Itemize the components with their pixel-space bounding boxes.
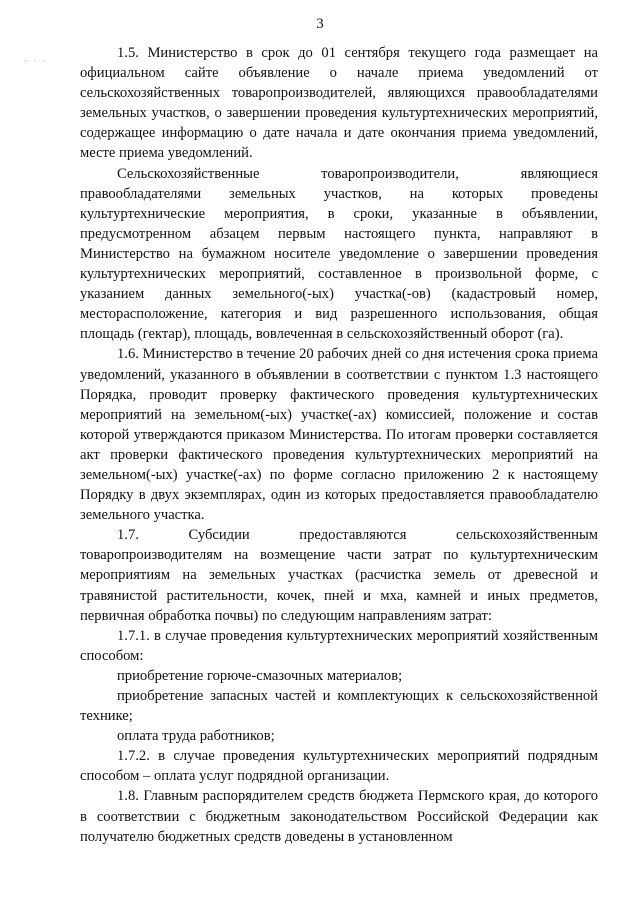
page-number: 3 xyxy=(316,16,324,32)
paragraph-1-5: 1.5. Министерство в срок до 01 сентября текущего года размещает на официальном сайте объявление о начале приема уведомлений от сельскохозяйственных товаропроизводителей, являющихся правообладателями земельных участков, о завершении проведения культуртехнических мероприятий, содержащее информацию о дате начала и дате окончания приема уведомлений, месте приема уведомлений. xyxy=(80,45,598,162)
paragraph-1-6: 1.6. Министерство в течение 20 рабочих дней со дня истечения срока приема уведомлений, указанного в объявлении в соответствии с пунктом 1.3 настоящего Порядка, проводит проверку фактического проведения культуртехнических мероприятий на земельном(-ых) участке(-ах) комиссией, положение и состав которой утверждаются приказом Министерства. По итогам проверки составляется акт проверки фактического проведения культуртехнических мероприятий на земельном(-ых) участке(-ах) по форме согласно приложению 2 к настоящему Порядку в двух экземплярах, один из которых предоставляется правообладателю земельного участка. xyxy=(80,346,598,524)
paragraph-1-8: 1.8. Главным распорядителем средств бюджета Пермского края, до которого в соответствии с бюджетным законодательством Российской Федерации как получателю бюджетных средств доведены в установленном xyxy=(80,788,598,845)
list-item-fuel: приобретение горюче-смазочных материалов; xyxy=(117,667,403,684)
paragraph-1-7-2: 1.7.2. в случае проведения культуртехнических мероприятий подрядным способом – оплата услуг подрядной организации. xyxy=(80,748,598,785)
document-body xyxy=(80,43,598,847)
paragraph-notification: Сельскохозяйственные товаропроизводители, являющиеся правообладателями земельных участков, на которых проведены культуртехнические мероприятия, в сроки, указанные в объявлении, предусмотренном абзацем первым настоящего пункта, направляют в Министерство на бумажном носителе уведомление о завершении проведения культуртехнических мероприятий, составленное в произвольной форме, с указанием данных земельного(-ых) участка(-ов) (кадастровый номер, месторасположение, категория и вид разрешенного использования, общая площадь (гектар), площадь, вовлеченная в сельскохозяйственный оборот (га). xyxy=(80,165,598,343)
paragraph-1-7-1: 1.7.1. в случае проведения культуртехнических мероприятий хозяйственным способом: xyxy=(80,627,598,664)
list-item-spare-parts: приобретение запасных частей и комплектующих к сельскохозяйственной технике; xyxy=(80,688,598,725)
list-item-labor: оплата труда работников; xyxy=(117,728,275,745)
margin-mark: · · · xyxy=(24,56,48,66)
paragraph-1-7: 1.7. Субсидии предоставляются сельскохозяйственным товаропроизводителям на возмещение части затрат по культуртехническим мероприятиям на земельных участках (расчистка земель от древесной и травянистой растительности, кочек, пней и мха, камней и иных предметов, первичная обработка почвы) по следующим направлениям затрат: xyxy=(80,527,598,624)
